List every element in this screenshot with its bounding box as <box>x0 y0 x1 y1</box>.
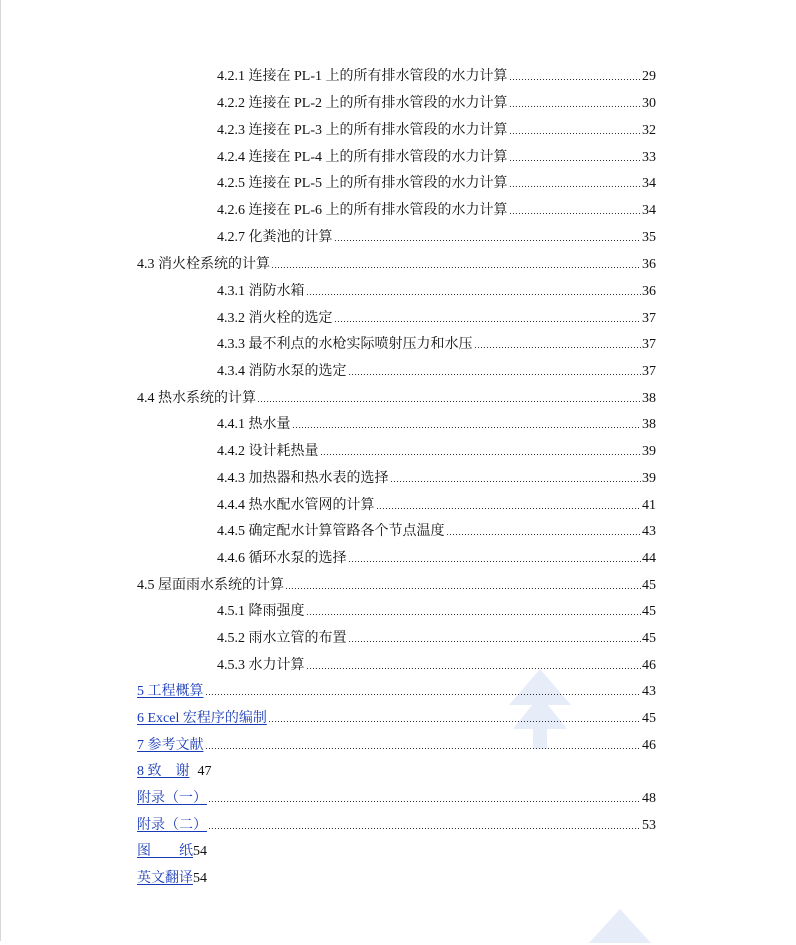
dot-leader <box>509 204 642 214</box>
toc-entry-label: 4.4.5 确定配水计算管路各个节点温度 <box>217 524 445 539</box>
toc-entry-label: 4.4.2 设计耗热量 <box>217 444 319 459</box>
toc-entry-label[interactable]: 7 参考文献 <box>137 738 204 753</box>
toc-entry-4-4-5 <box>217 523 656 541</box>
toc-entry-page: 37 <box>642 311 656 326</box>
toc-entry-label: 4.3.4 消防水泵的选定 <box>217 364 347 379</box>
toc-entry-page: 35 <box>642 230 656 245</box>
dot-leader <box>306 605 642 615</box>
dot-leader <box>509 97 642 107</box>
toc-entry-label: 4.2.6 连接在 PL-6 上的所有排水管段的水力计算 <box>217 203 508 218</box>
toc-entry-page: 48 <box>642 791 656 806</box>
toc-entry-label[interactable]: 5 工程概算 <box>137 684 204 699</box>
dot-leader <box>306 659 642 669</box>
toc-entry-label: 4.2.4 连接在 PL-4 上的所有排水管段的水力计算 <box>217 150 508 165</box>
toc-entry-label[interactable]: 英文翻译 <box>137 871 193 886</box>
toc-entry-4-5-1 <box>217 603 656 621</box>
toc-link-6[interactable] <box>137 710 656 728</box>
toc-entry-4-4-6 <box>217 550 656 568</box>
toc-entry-4-4-3 <box>217 470 656 488</box>
toc-entry-page: 45 <box>642 711 656 726</box>
toc-entry-label: 4.5.3 水力计算 <box>217 658 305 673</box>
toc-entry-label: 4.3 消火栓系统的计算 <box>137 257 270 272</box>
toc-entry-page: 46 <box>642 658 656 673</box>
toc-entry-label: 4.4.6 循环水泵的选择 <box>217 551 347 566</box>
dot-leader <box>509 124 642 134</box>
toc-entry-label: 4.2.7 化粪池的计算 <box>217 230 333 245</box>
dot-leader <box>390 472 642 482</box>
dot-leader <box>509 177 642 187</box>
toc-entry-4-3-4 <box>217 363 656 381</box>
toc-entry-4-4-2 <box>217 443 656 461</box>
toc-entry-label: 4.5 屋面雨水系统的计算 <box>137 578 284 593</box>
toc-entry-page: 46 <box>642 738 656 753</box>
toc-entry-4-3 <box>137 256 656 274</box>
toc-entry-label: 4.5.1 降雨强度 <box>217 604 305 619</box>
toc-entry-page: 34 <box>642 203 656 218</box>
toc-entry-page: 34 <box>642 176 656 191</box>
dot-leader <box>208 819 641 829</box>
toc-entry-page: 33 <box>642 150 656 165</box>
toc-entry-label: 4.4 热水系统的计算 <box>137 391 256 406</box>
toc-entry-page: 47 <box>197 764 212 779</box>
toc-entry-label[interactable]: 附录（一） <box>137 791 207 806</box>
toc-entry-4-5-2 <box>217 630 656 648</box>
toc-entry-label: 4.4.4 热水配水管网的计算 <box>217 498 375 513</box>
toc-entry-4-2-7 <box>217 229 656 247</box>
toc-entry-page: 54 <box>193 844 207 859</box>
toc-entry-page: 36 <box>642 257 656 272</box>
dot-leader <box>334 312 642 322</box>
toc-link-appendix-2[interactable] <box>137 817 656 835</box>
toc-entry-label: 4.5.2 雨水立管的布置 <box>217 631 347 646</box>
toc-entry-4-4 <box>137 390 656 408</box>
toc-entry-page: 38 <box>642 391 656 406</box>
toc-entry-page: 39 <box>642 444 656 459</box>
toc-entry-label[interactable]: 6 Excel 宏程序的编制 <box>137 711 267 726</box>
dot-leader <box>320 445 642 455</box>
toc-entry-page: 44 <box>642 551 656 566</box>
toc-entry-page: 41 <box>642 498 656 513</box>
toc-link-7[interactable] <box>137 737 656 755</box>
toc-entry-page: 29 <box>642 69 656 84</box>
toc-entry-4-2-4 <box>217 149 656 167</box>
toc-entry-4-2-5 <box>217 175 656 193</box>
dot-leader <box>268 712 641 722</box>
toc-entry-label[interactable]: 图 纸 <box>137 844 193 859</box>
toc-entry-4-2-2 <box>217 95 656 113</box>
toc-link-translation[interactable] <box>137 870 207 888</box>
dot-leader <box>509 70 642 80</box>
dot-leader <box>509 151 642 161</box>
toc-entry-4-2-3 <box>217 122 656 140</box>
toc-entry-page: 36 <box>642 284 656 299</box>
toc-entry-label: 4.3.1 消防水箱 <box>217 284 305 299</box>
toc-entry-label: 4.2.1 连接在 PL-1 上的所有排水管段的水力计算 <box>217 69 508 84</box>
toc-entry-label: 4.2.5 连接在 PL-5 上的所有排水管段的水力计算 <box>217 176 508 191</box>
toc-entry-page: 30 <box>642 96 656 111</box>
toc-entry-label: 4.4.3 加热器和热水表的选择 <box>217 471 389 486</box>
toc-entry-page: 37 <box>642 337 656 352</box>
dot-leader <box>348 365 642 375</box>
toc-entry-page: 37 <box>642 364 656 379</box>
toc-link-8[interactable] <box>137 763 212 781</box>
toc-entry-4-3-2 <box>217 310 656 328</box>
dot-leader <box>205 685 642 695</box>
toc-entry-page: 54 <box>193 871 207 886</box>
dot-leader <box>348 552 642 562</box>
toc-entry-4-5 <box>137 577 656 595</box>
toc-entry-page: 45 <box>642 631 656 646</box>
toc-link-drawings[interactable] <box>137 843 207 861</box>
dot-leader <box>446 525 642 535</box>
dot-leader <box>271 258 641 268</box>
toc-entry-4-4-1 <box>217 416 656 434</box>
dot-leader <box>257 392 641 402</box>
toc-entry-page: 43 <box>642 524 656 539</box>
toc-entry-page: 53 <box>642 818 656 833</box>
toc-entry-label: 4.3.3 最不利点的水枪实际喷射压力和水压 <box>217 337 473 352</box>
dot-leader <box>285 579 641 589</box>
dot-leader <box>474 338 642 348</box>
toc-entry-page: 43 <box>642 684 656 699</box>
toc-entry-4-2-6 <box>217 202 656 220</box>
toc-link-5[interactable] <box>137 683 656 701</box>
toc-entry-label[interactable]: 附录（二） <box>137 818 207 833</box>
dot-leader <box>348 632 642 642</box>
dot-leader <box>208 792 641 802</box>
dot-leader <box>205 739 642 749</box>
dot-leader <box>376 499 642 509</box>
toc-entry-label: 4.4.1 热水量 <box>217 417 291 432</box>
dot-leader <box>306 285 642 295</box>
dot-leader <box>334 231 642 241</box>
toc-entry-4-3-1 <box>217 283 656 301</box>
toc-entry-label: 4.3.2 消火栓的选定 <box>217 311 333 326</box>
toc-entry-page: 38 <box>642 417 656 432</box>
toc-entry-4-3-3 <box>217 336 656 354</box>
toc-entry-label: 4.2.2 连接在 PL-2 上的所有排水管段的水力计算 <box>217 96 508 111</box>
toc-entry-4-2-1 <box>217 68 656 86</box>
toc-entry-label: 4.2.3 连接在 PL-3 上的所有排水管段的水力计算 <box>217 123 508 138</box>
toc-entry-page: 32 <box>642 123 656 138</box>
toc-entry-4-5-3 <box>217 657 656 675</box>
toc-entry-4-4-4 <box>217 497 656 515</box>
toc-entry-label[interactable]: 8 致 谢 <box>137 764 190 779</box>
toc-entry-page: 45 <box>642 578 656 593</box>
toc-entry-page: 39 <box>642 471 656 486</box>
toc-link-appendix-1[interactable] <box>137 790 656 808</box>
toc-entry-page: 45 <box>642 604 656 619</box>
dot-leader <box>292 418 642 428</box>
